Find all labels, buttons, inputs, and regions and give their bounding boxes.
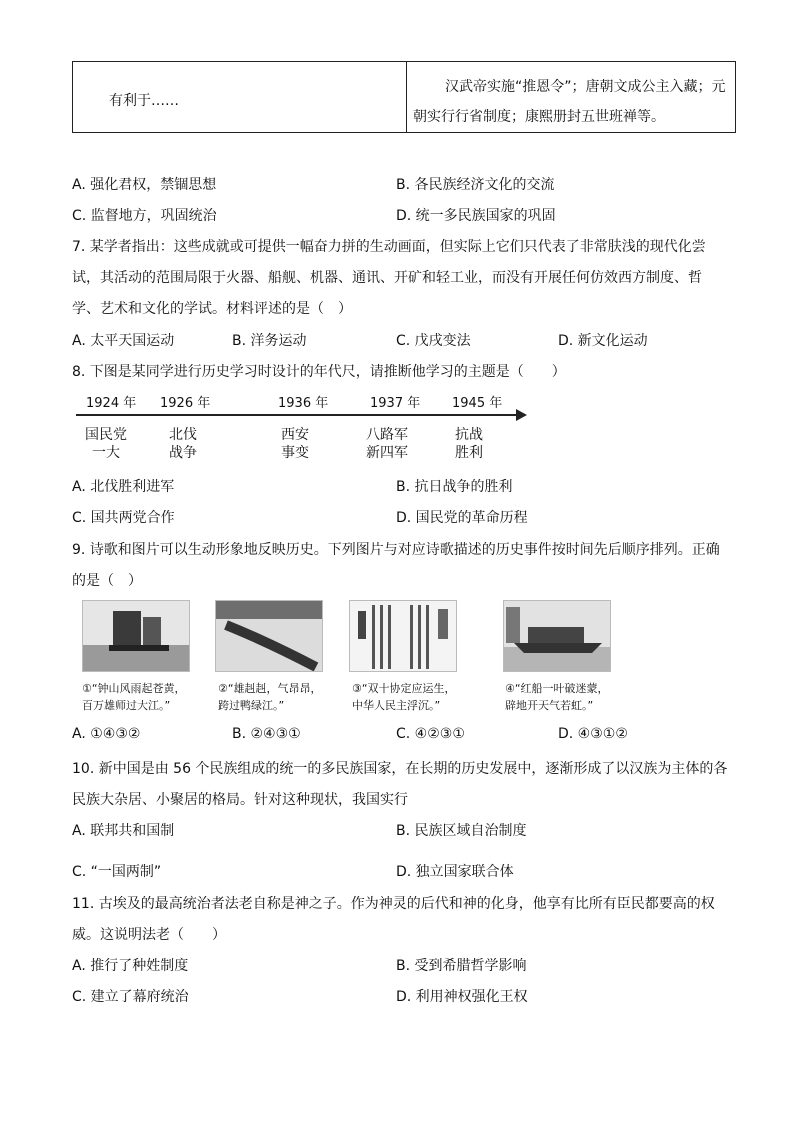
material-table: [72, 61, 736, 133]
q10-stem-line-2: 民族大杂居、小聚居的格局。针对这种现状，我国实行: [72, 792, 408, 808]
q9-stem-line-2: 的是（ ）: [72, 573, 142, 589]
junk-ship-photo: [82, 600, 190, 672]
timeline-arrow-icon: [516, 409, 527, 421]
table-divider: [406, 62, 407, 132]
timeline-ruler: [72, 392, 532, 462]
photo-caption-2: ②“雄赳赳，气昂昂， 跨过鸭绿江。”: [218, 682, 322, 712]
q11-option-d[interactable]: D. 利用神权强化王权: [396, 989, 528, 1005]
timeline-year: 1945 年: [452, 396, 503, 411]
red-boat-photo: [503, 600, 611, 672]
q7-option-d[interactable]: D. 新文化运动: [558, 333, 648, 349]
q10-option-a[interactable]: A. 联邦共和国制: [72, 823, 175, 839]
q7-stem-line-1: 7. 某学者指出：这些成就或可提供一幅奋力拼的生动画面，但实际上它们只代表了非常肤浅的现代化尝: [72, 239, 706, 255]
timeline-axis: [76, 414, 518, 416]
q8-stem: 8. 下图是某同学进行历史学习时设计的年代尺，请推断他学习的主题是（ ）: [72, 364, 566, 380]
timeline-year: 1924 年: [86, 396, 137, 411]
photo-caption-1: ①“钟山风雨起苍黄， 百万雄师过大江。”: [82, 682, 186, 712]
q9-option-c[interactable]: C. ④②③①: [396, 726, 465, 742]
q6-option-a[interactable]: A. 强化君权，禁锢思想: [72, 177, 217, 193]
q6-option-b[interactable]: B. 各民族经济文化的交流: [396, 177, 555, 193]
q9-option-b[interactable]: B. ②④③①: [232, 726, 301, 742]
q11-option-b[interactable]: B. 受到希腊哲学影响: [396, 958, 527, 974]
q7-option-c[interactable]: C. 戊戌变法: [396, 333, 471, 349]
q8-option-b[interactable]: B. 抗日战争的胜利: [396, 479, 513, 495]
q8-option-d[interactable]: D. 国民党的革命历程: [396, 510, 528, 526]
timeline-event: 抗战 胜利: [455, 427, 483, 461]
q10-option-d[interactable]: D. 独立国家联合体: [396, 864, 514, 880]
q6-option-d[interactable]: D. 统一多民族国家的巩固: [396, 208, 556, 224]
q7-option-b[interactable]: B. 洋务运动: [232, 333, 307, 349]
q11-option-c[interactable]: C. 建立了幕府统治: [72, 989, 189, 1005]
q9-option-a[interactable]: A. ①④③②: [72, 726, 141, 742]
timeline-year: 1937 年: [370, 396, 421, 411]
q7-stem-line-2: 试，其活动的范围局限于火器、船舰、机器、通讯、开矿和轻工业，而没有开展任何仿效西方制度、哲: [72, 270, 702, 286]
q10-option-b[interactable]: B. 民族区域自治制度: [396, 823, 527, 839]
q10-stem-line-1: 10. 新中国是由 56 个民族组成的统一的多民族国家，在长期的历史发展中，逐渐形成了以汉族为主体的各: [72, 761, 728, 777]
q11-option-a[interactable]: A. 推行了种姓制度: [72, 958, 189, 974]
timeline-year: 1936 年: [278, 396, 329, 411]
q8-option-c[interactable]: C. 国共两党合作: [72, 510, 175, 526]
timeline-year: 1926 年: [160, 396, 211, 411]
q10-option-c[interactable]: C. “一国两制”: [72, 864, 162, 880]
photo-caption-3: ③“双十协定应运生， 中华人民主浮沉。”: [352, 682, 456, 712]
photo-caption-4: ④“红船一叶破迷蒙， 辟地开天气若虹。”: [505, 682, 609, 712]
q11-stem-line-1: 11. 古埃及的最高统治者法老自称是神之子。作为神灵的后代和神的化身，他享有比所有臣民都要高的权: [72, 896, 715, 912]
document-photo: [349, 600, 457, 672]
q7-option-a[interactable]: A. 太平天国运动: [72, 333, 175, 349]
table-left-cell: 有利于……: [109, 93, 179, 109]
troops-crossing-photo: [215, 600, 323, 672]
q9-option-d[interactable]: D. ④③①②: [558, 726, 628, 742]
q7-stem-line-3: 学、艺术和文化的学试。材料评述的是（ ）: [72, 301, 352, 317]
timeline-event: 国民党 一大: [85, 427, 127, 461]
q11-stem-line-2: 威。这说明法老（ ）: [72, 927, 226, 943]
timeline-event: 八路军 新四军: [366, 427, 408, 461]
q9-stem-line-1: 9. 诗歌和图片可以生动形象地反映历史。下列图片与对应诗歌描述的历史事件按时间先后顺序排列。正确: [72, 542, 720, 558]
q8-option-a[interactable]: A. 北伐胜利进军: [72, 479, 175, 495]
timeline-event: 西安 事变: [281, 427, 309, 461]
table-right-cell: 汉武帝实施“推恩令”；唐朝文成公主入藏；元朝实行行省制度；康熙册封五世班禅等。: [413, 79, 726, 125]
q6-option-c[interactable]: C. 监督地方，巩固统治: [72, 208, 217, 224]
timeline-event: 北伐 战争: [169, 427, 197, 461]
